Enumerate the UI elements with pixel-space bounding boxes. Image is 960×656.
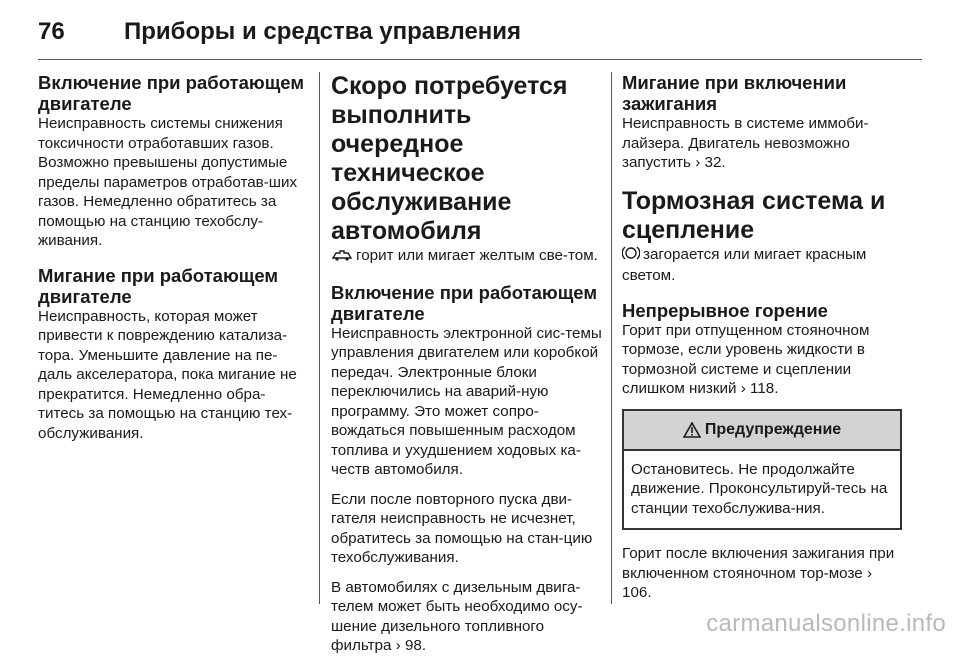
section-heading: Непрерывное горение <box>622 299 828 321</box>
page-ref[interactable]: 98. <box>404 637 427 654</box>
warning-text: Остановитесь. Не продолжайте движение. Проконсультируй-тесь на станции техобслужива-ния. <box>631 460 888 517</box>
page-ref-arrow-icon: › <box>695 154 701 171</box>
page-ref-arrow-icon: › <box>395 637 401 654</box>
section-text: В автомобилях с дизельным двига-телем может быть необходимо осу-шение дизельного топливного фильтра › 98. <box>331 578 583 654</box>
section-text: Горит при отпущенном стояночном тормозе, если уровень жидкости в тормозной системе и сцеплении слишком низкий › 118. <box>622 321 870 397</box>
main-heading: Скоро потребуется выполнить очередное техническое обслуживание автомобиля <box>331 72 568 245</box>
page-ref[interactable]: 106. <box>622 584 652 601</box>
page-header <box>38 14 521 50</box>
column-1 <box>38 72 308 443</box>
section-heading: Мигание при работающем двигателе <box>38 264 279 307</box>
column-3 <box>622 72 902 603</box>
column-2 <box>331 72 602 656</box>
warning-triangle-icon <box>683 422 701 438</box>
main-heading: Тормозная система и сцепление <box>622 186 886 244</box>
watermark: carmanualsonline.info <box>706 610 946 637</box>
page-number: 76 <box>38 18 65 45</box>
section-heading: Включение при работающем двигателе <box>331 281 598 324</box>
section-heading: Включение при работающем двигателе <box>38 72 305 114</box>
section-text: Горит после включения зажигания при включенном стояночном тор-мозе › 106. <box>622 545 895 601</box>
warning-title: Предупреждение <box>704 420 842 438</box>
wrench-car-icon <box>331 248 353 268</box>
column-divider <box>611 72 612 604</box>
page-ref[interactable]: 118. <box>750 380 779 397</box>
section-text: Неисправность электронной сис-темы управления двигателем или коробкой передач. Электронные блоки переключились на аварий-ную программу. Это может сопро-вождаться повышенным расходом топлива и ухудшением ходовых ка-честв автомобиля. <box>331 324 602 478</box>
section-text: Неисправность системы снижения токсичности отработавших газов. Возможно превышены допустимые пределы параметров отработав-ших газов. Немедленно обратитесь за помощью на станцию техобслу-живания. <box>38 115 298 249</box>
column-divider <box>319 72 320 604</box>
page-ref-arrow-icon: › <box>740 380 746 397</box>
page-ref-arrow-icon: › <box>866 564 872 582</box>
page-ref[interactable]: 32. <box>704 154 726 171</box>
icon-description: загорается или мигает красным светом. <box>622 245 867 284</box>
icon-description: горит или мигает желтым све-том. <box>331 246 602 268</box>
page-title: Приборы и средства управления <box>124 18 522 45</box>
section-text: Неисправность в системе иммоби-лайзера. Двигатель невозможно запустить › 32. <box>622 115 869 171</box>
section-heading: Мигание при включении зажигания <box>622 72 847 114</box>
brake-warning-icon <box>622 245 640 267</box>
header-rule <box>38 59 922 60</box>
section-text: Неисправность, которая может привести к повреждению катализа-тора. Уменьшите давление на пе-даль акселератора, пока мигание не прекратится. Немедленно обра-титесь за помощью на станцию тех-обслуживания. <box>38 307 297 442</box>
section-text: Если после повторного пуска дви-гателя неисправность не исчезнет, обратитесь за помощью на стан-цию техобслуживания. <box>331 490 593 566</box>
warning-header <box>624 411 900 451</box>
warning-box <box>622 409 902 531</box>
